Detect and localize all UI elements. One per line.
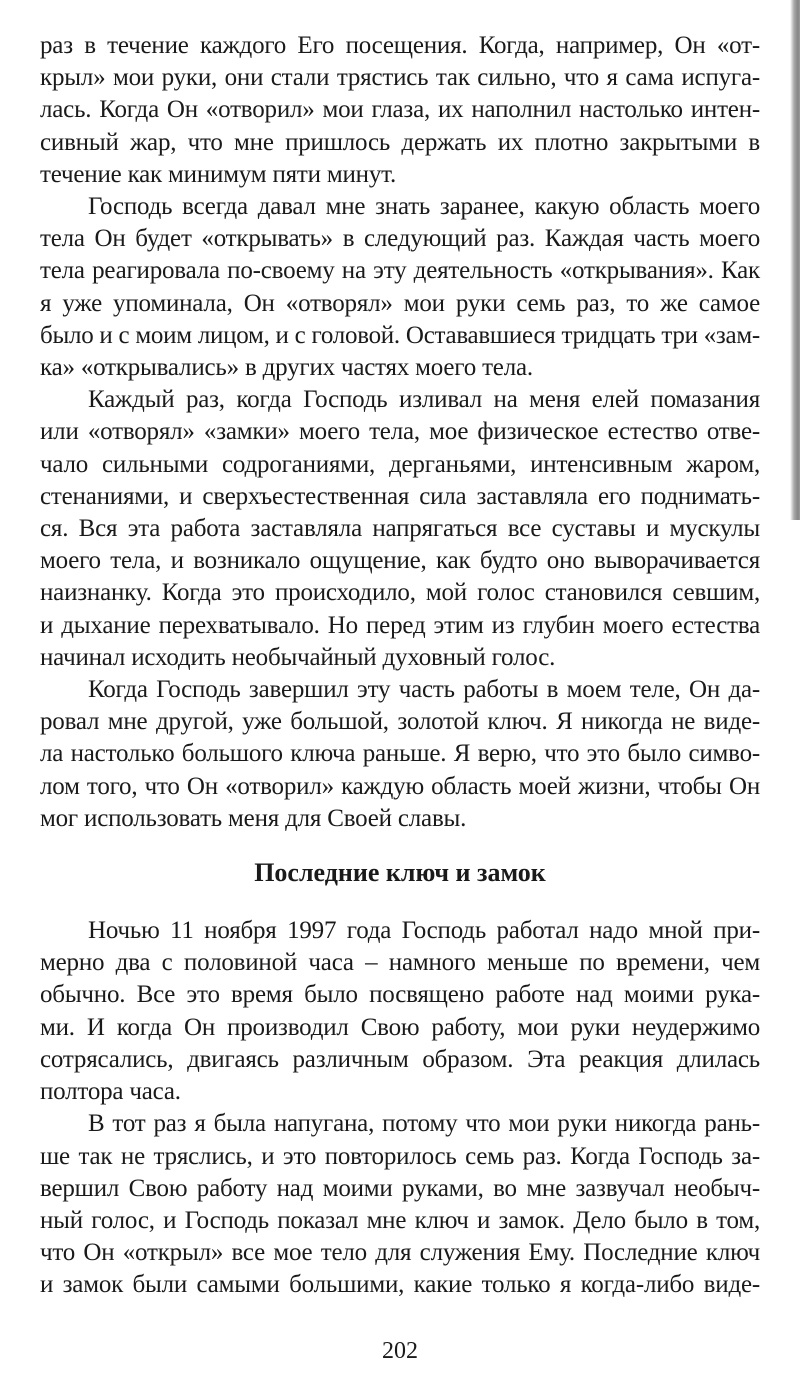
text-line: стенаниями, и сверхъестественная сила заставляла его поднимать- — [40, 482, 760, 510]
text-line: сивный жар, что мне пришлось держать их плотно закрытыми в — [40, 128, 760, 156]
body-text-bottom — [40, 915, 760, 1301]
paragraph — [40, 384, 760, 674]
text-line: ми. И когда Он производил Свою работу, мои руки неудержимо — [40, 1013, 760, 1041]
paragraph — [40, 1108, 760, 1301]
section-heading: Последние ключ и замок — [254, 858, 546, 888]
text-line: обычно. Все это время было посвящено работе над моими рука- — [40, 981, 760, 1009]
paragraph — [40, 915, 760, 1108]
text-line: полтора часа. — [40, 1078, 181, 1106]
text-line: тела реагировала по-своему на эту деятельность «открывания». Как — [40, 257, 760, 285]
text-line: крыл» мои руки, они стали трястись так сильно, что я сама испуга- — [40, 64, 760, 92]
text-line: я уже упоминала, Он «отворял» мои руки семь раз, то же самое — [40, 289, 760, 317]
text-line: ровал мне другой, уже большой, золотой ключ. Я никогда не виде- — [40, 708, 760, 736]
text-line: Когда Господь завершил эту часть работы в моем теле, Он да- — [88, 676, 760, 704]
text-line: моего тела, и возникало ощущение, как будто оно выворачивается — [40, 547, 760, 575]
body-text-top — [40, 30, 760, 835]
text-line: чало сильными содроганиями, дерганьями, интенсивным жаром, — [40, 450, 760, 478]
text-line: наизнанку. Когда это происходило, мой голос становился севшим, — [40, 579, 760, 607]
text-line: ся. Вся эта работа заставляла напрягаться все суставы и мускулы — [40, 515, 760, 543]
text-line: раз в течение каждого Его посещения. Когда, например, Он «от- — [40, 32, 760, 59]
paragraph — [40, 30, 760, 191]
text-line: сотрясались, двигаясь различным образом. Эта реакция длилась — [40, 1045, 760, 1073]
text-line: мог использовать меня для Своей славы. — [40, 804, 467, 832]
text-line: ка» «открывались» в других частях моего тела. — [40, 354, 533, 382]
book-page — [40, 0, 760, 1386]
text-line: тела Он будет «открывать» в следующий раз. Каждая часть моего — [40, 225, 760, 253]
scan-edge-shadow — [790, 0, 800, 520]
text-line: вершил Свою работу над моими руками, во мне зазвучал необыч- — [40, 1174, 760, 1202]
text-line: и замок были самыми большими, какие только я когда-либо виде- — [40, 1271, 760, 1299]
text-line: Господь всегда давал мне знать заранее, какую область моего — [88, 193, 760, 221]
text-line: было и с моим лицом, и с головой. Остававшиеся тридцать три «зам- — [40, 321, 760, 349]
text-line: и дыхание перехватывало. Но перед этим из глубин моего естества — [40, 611, 760, 639]
text-line: начинал исходить необычайный духовный голос. — [40, 643, 556, 671]
text-line: течение как минимум пяти минут. — [40, 160, 397, 188]
text-line: ный голос, и Господь показал мне ключ и замок. Дело было в том, — [40, 1206, 760, 1234]
text-line: что Он «открыл» все мое тело для служения Ему. Последние ключ — [40, 1239, 760, 1267]
text-line: мерно два с половиной часа – намного меньше по времени, чем — [40, 949, 760, 977]
text-line: ла настолько большого ключа раньше. Я верю, что это было симво- — [40, 740, 760, 768]
text-line: Каждый раз, когда Господь изливал на меня елей помазания — [88, 386, 760, 414]
page-number: 202 — [382, 1337, 418, 1364]
paragraph — [40, 674, 760, 835]
text-line: ше так не тряслись, и это повторилось семь раз. Когда Господь за- — [40, 1142, 760, 1170]
text-line: Ночью 11 ноября 1997 года Господь работал надо мной при- — [88, 917, 760, 945]
text-line: лом того, что Он «отворил» каждую область моей жизни, чтобы Он — [40, 772, 760, 800]
text-line: лась. Когда Он «отворил» мои глаза, их наполнил настолько интен- — [40, 96, 760, 124]
text-line: или «отворял» «замки» моего тела, мое физическое естество отве- — [40, 418, 760, 446]
paragraph — [40, 191, 760, 384]
text-line: В тот раз я была напугана, потому что мои руки никогда рань- — [88, 1110, 760, 1138]
